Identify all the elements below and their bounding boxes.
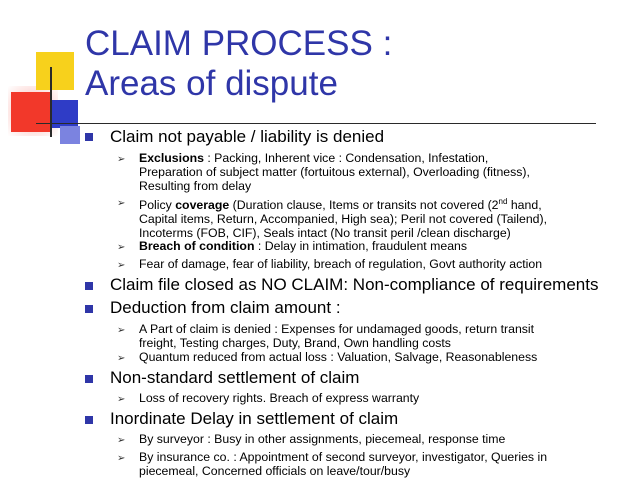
sub-item-fear xyxy=(139,257,542,271)
decor-vertical-line xyxy=(50,67,52,137)
bold-text: Breach of condition xyxy=(139,239,255,253)
text: A Part of claim is denied : Expenses for undamaged goods, return transit xyxy=(139,322,535,336)
sub-item-insurance xyxy=(139,450,547,478)
arrow-bullet-icon: ➢ xyxy=(117,242,126,253)
text: Loss of recovery rights. Breach of express warranty xyxy=(139,391,420,405)
arrow-bullet-icon: ➢ xyxy=(117,154,126,165)
decor-lightblue-square xyxy=(60,126,80,144)
sub-item-coverage xyxy=(139,195,547,240)
decor-horizontal-line xyxy=(36,123,596,124)
square-bullet-icon xyxy=(85,375,93,383)
sub-item-exclusions xyxy=(139,151,530,193)
text: By insurance co. : Appointment of second surveyor, investigator, Queries in xyxy=(139,450,548,464)
bold-text: Exclusions xyxy=(139,151,204,165)
sub-item-quantum xyxy=(139,350,537,364)
slide-title xyxy=(85,24,392,104)
text: By surveyor : Busy in other assignments, piecemeal, response time xyxy=(139,432,506,446)
sub-item-breach xyxy=(139,239,467,253)
square-bullet-icon xyxy=(85,305,93,313)
list-item: Inordinate Delay in settlement of claim xyxy=(110,409,399,428)
list-item: Deduction from claim amount : xyxy=(110,298,341,317)
text: hand, xyxy=(507,198,542,213)
arrow-bullet-icon: ➢ xyxy=(117,198,126,209)
arrow-bullet-icon: ➢ xyxy=(117,353,126,364)
text: : Packing, Inherent vice : Condensation, Infestation, xyxy=(203,151,489,165)
arrow-bullet-icon: ➢ xyxy=(117,260,126,271)
title-line-2: Areas of dispute xyxy=(85,64,338,103)
text: Resulting from delay xyxy=(139,179,252,193)
text: Fear of damage, fear of liability, breach of regulation, Govt authority action xyxy=(139,257,543,271)
square-bullet-icon xyxy=(85,282,93,290)
superscript: nd xyxy=(498,197,508,206)
text: piecemeal, Concerned officials on leave/tour/busy xyxy=(139,464,411,478)
sub-item-surveyor xyxy=(139,432,505,446)
sub-item-recovery xyxy=(139,391,419,405)
square-bullet-icon xyxy=(85,416,93,424)
arrow-bullet-icon: ➢ xyxy=(117,325,126,336)
arrow-bullet-icon: ➢ xyxy=(117,435,126,446)
square-bullet-icon xyxy=(85,133,93,141)
text: Capital items, Return, Accompanied, High sea); Peril not covered (Tailend), xyxy=(139,212,548,227)
arrow-bullet-icon: ➢ xyxy=(117,453,126,464)
text: Policy xyxy=(139,198,176,213)
list-item: Claim not payable / liability is denied xyxy=(110,127,385,146)
text: Incoterms (FOB, CIF), Seals intact (No transit peril /clean discharge) xyxy=(139,226,511,241)
arrow-bullet-icon: ➢ xyxy=(117,394,126,405)
text: : Delay in intimation, fraudulent means xyxy=(254,239,468,253)
list-item: Claim file closed as NO CLAIM: Non-compliance of requirements xyxy=(110,275,599,294)
sub-item-part xyxy=(139,322,534,350)
title-line-1: CLAIM PROCESS : xyxy=(85,24,393,63)
bold-text: coverage xyxy=(175,198,230,213)
text: Quantum reduced from actual loss : Valuation, Salvage, Reasonableness xyxy=(139,350,538,364)
text: Preparation of subject matter (fortuitous external), Overloading (fitness), xyxy=(139,165,530,179)
list-item: Non-standard settlement of claim xyxy=(110,368,360,387)
decor-yellow-square xyxy=(36,52,74,90)
decor-red-square xyxy=(11,92,51,132)
text: (Duration clause, Items or transits not covered (2 xyxy=(229,198,499,213)
text: freight, Testing charges, Duty, Brand, Own handling costs xyxy=(139,336,451,350)
